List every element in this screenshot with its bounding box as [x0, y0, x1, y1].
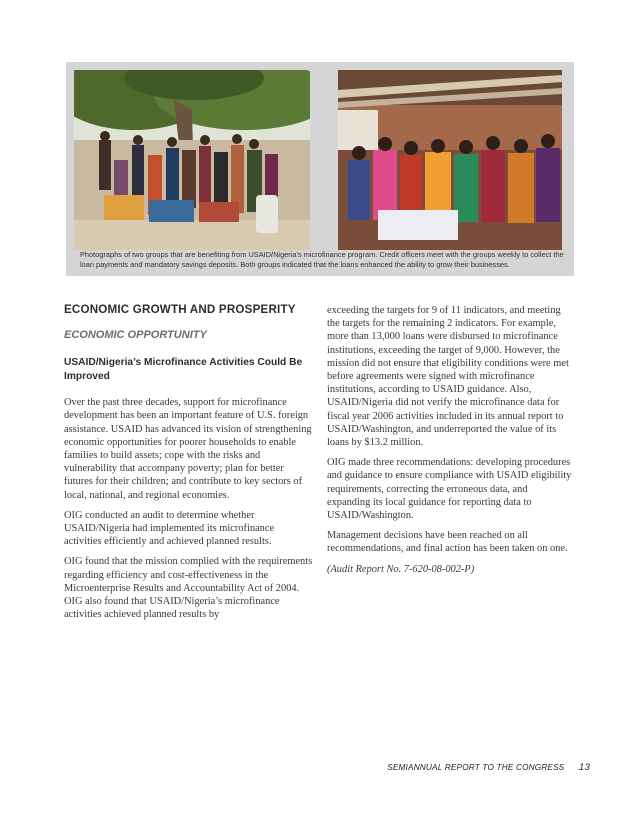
left-column	[64, 302, 314, 628]
photo-panel	[66, 62, 574, 276]
body-paragraph: OIG made three recommendations: developing procedures and guidance to ensure compliance with USAID eligibility requirements, correcting the erroneous data, and expanding its local guidance for reporting data to USAID/Washington.	[327, 457, 572, 522]
audit-citation: (Audit Report No. 7-620-08-002-P)	[327, 563, 475, 575]
body-paragraph: Over the past three decades, support for microfinance development has been an important feature of U.S. foreign assistance. USAID has advanced its vision of strengthening economic opportunities for poorer households to enable families to build assets; cope with the risks and vulnerability that accompany poverty; plan for better futures for their children; and contribute to key sectors of local, national, and regional economies.	[64, 397, 312, 501]
photo-group-indoors	[338, 70, 562, 250]
right-column	[327, 304, 573, 583]
page-footer	[380, 762, 590, 773]
section-heading: ECONOMIC GROWTH AND PROSPERITY	[64, 303, 296, 316]
body-paragraph: exceeding the targets for 9 of 11 indicators, and meeting the targets for the remaining 2 indicators. For example, more than 13,000 loans were disbursed to microfinance institutions, exceeding the target of 9,000. However, the mission did not ensure that eligibility conditions were met before agreements were signed with microfinance institutions, according to USAID guidance. Also, USAID/Nigeria did not verify the microfinance data for fiscal year 2006 activities included in its annual report to USAID/Washington, and underreported the value of its loans by $13.2 million.	[327, 305, 569, 449]
photo-group-under-tree	[74, 70, 310, 250]
photo-group-under-tree-image	[74, 70, 310, 250]
body-paragraph: OIG found that the mission complied with the requirements regarding efficiency and cost-effectiveness in the Microenterprise Results and Accountability Act of 2004. OIG also found that USAID/Nigeria’s microfinance activities achieved planned results by	[64, 556, 313, 621]
body-paragraph: Management decisions have been reached on all recommendations, and final action has been taken on one.	[327, 530, 568, 555]
photo-group-indoors-image	[338, 70, 562, 250]
report-title: SEMIANNUAL REPORT TO THE CONGRESS	[387, 763, 565, 772]
page-number: 13	[578, 762, 590, 773]
body-paragraph: OIG conducted an audit to determine whether USAID/Nigeria had implemented its microfinance activities efficiently and achieved planned results.	[64, 509, 275, 548]
photo-caption: Photographs of two groups that are benefiting from USAID/Nigeria’s microfinance program. Credit officers meet with the groups weekly to collect the loan payments and mandatory savings deposits. Both groups indicated that the loans enhanced the ability to grow their businesses.	[80, 250, 564, 269]
article-title: USAID/Nigeria’s Microfinance Activities Could Be Improved	[64, 357, 303, 383]
section-subheading: ECONOMIC OPPORTUNITY	[64, 329, 207, 341]
